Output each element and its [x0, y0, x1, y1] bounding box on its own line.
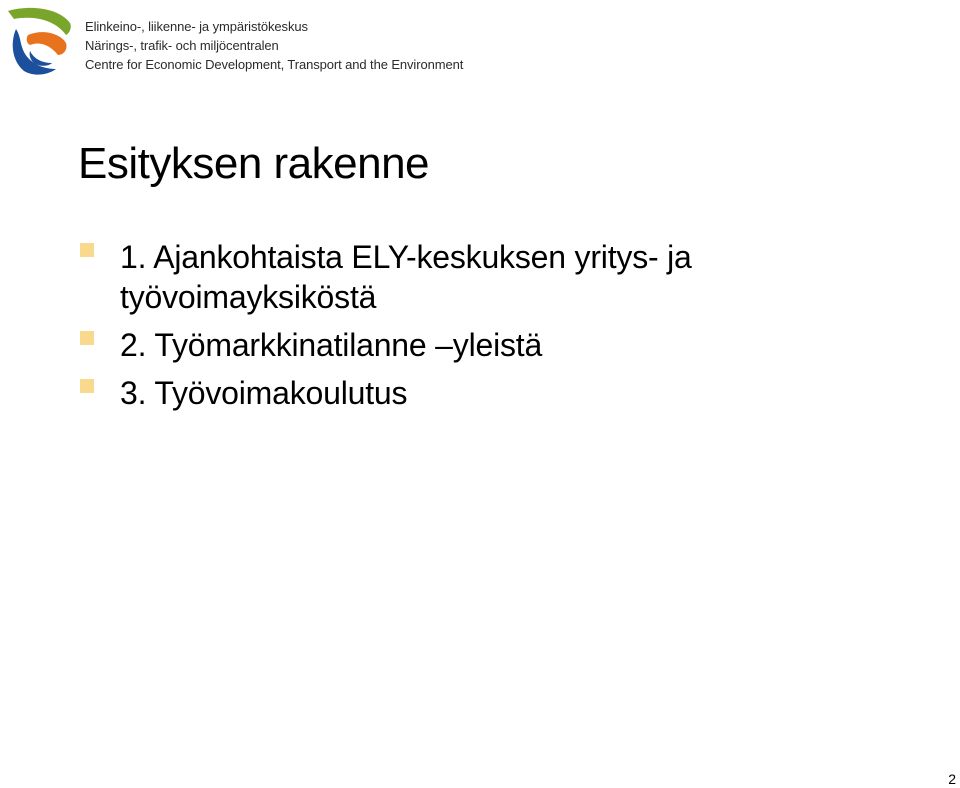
page-number: 2	[948, 771, 956, 787]
bullet-list	[80, 237, 940, 421]
square-bullet-icon	[80, 331, 94, 345]
org-name-english: Centre for Economic Development, Transport and the Environment	[85, 57, 464, 72]
org-name-swedish: Närings-, trafik- och miljöcentralen	[85, 38, 279, 53]
organization-names	[85, 17, 463, 74]
bullet-text: 1. Ajankohtaista ELY-keskuksen yritys- ja työvoimayksiköstä	[120, 239, 692, 315]
ely-centre-leaf-logo-icon	[6, 5, 74, 77]
slide-header	[6, 5, 463, 77]
org-name-finnish: Elinkeino-, liikenne- ja ympäristökeskus	[85, 19, 308, 34]
square-bullet-icon	[80, 379, 94, 393]
bullet-text: 3. Työvoimakoulutus	[120, 375, 408, 411]
square-bullet-icon	[80, 243, 94, 257]
slide-title: Esityksen rakenne	[78, 139, 430, 188]
bullet-item	[80, 237, 940, 317]
bullet-text: 2. Työmarkkinatilanne –yleistä	[120, 327, 543, 363]
bullet-item	[80, 373, 940, 413]
bullet-item	[80, 325, 940, 365]
